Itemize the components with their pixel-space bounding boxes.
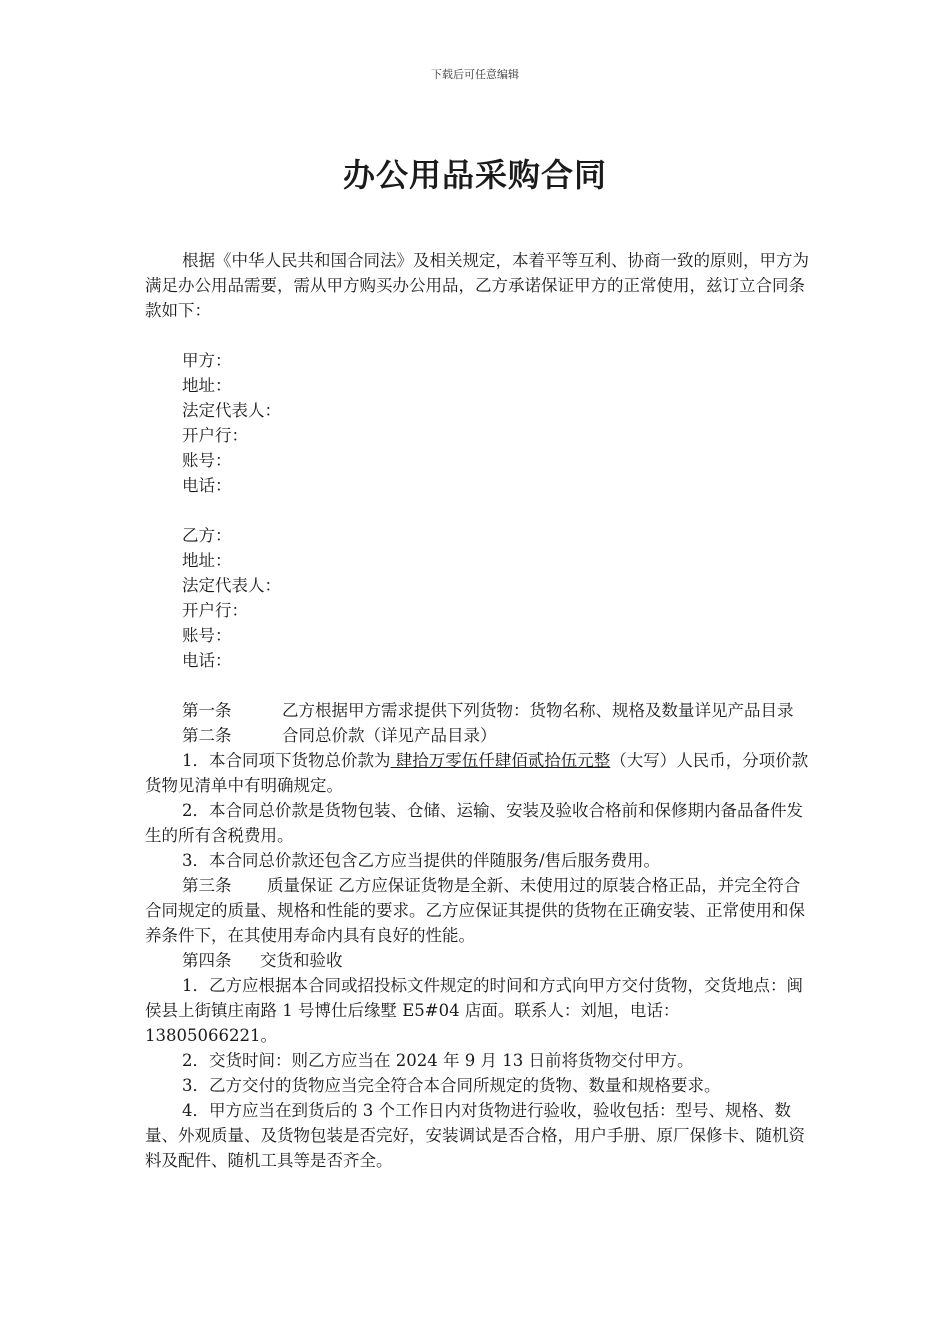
article-4-item-1: 1．乙方应根据本合同或招投标文件规定的时间和方式向甲方交付货物，交货地点：闽侯县上街镇庄南路 1 号博仕后缘墅 E5#04 店面。联系人：刘旭，电话：13805066221。 [145, 976, 803, 1045]
party-b-name: 乙方： [182, 526, 232, 545]
article-4 [145, 948, 810, 973]
article-2-item-2: 2．本合同总价款是货物包装、仓储、运输、安装及验收合格前和保修期内备品备件发生的所有含税费用。 [145, 801, 803, 845]
document-body [145, 248, 810, 1173]
article-3-text: 质量保证 乙方应保证货物是全新、未使用过的原装合格正品，并完全符合合同规定的质量、规格和性能的要求。乙方应保证其提供的货物在正确安装、正常使用和保养条件下，在其使用寿命内具有良好的性能。 [145, 876, 805, 945]
party-a-name: 甲方： [182, 351, 232, 370]
article-1 [145, 698, 810, 723]
article-4-text: 交货和验收 [260, 951, 343, 970]
article-3 [145, 873, 810, 948]
party-a-account: 账号： [182, 451, 232, 470]
party-a-phone: 电话： [182, 476, 232, 495]
contract-amount: 肆拾万零伍仟肆佰贰拾伍元整 [390, 751, 611, 770]
article-4-item-4: 4．甲方应当在到货后的 3 个工作日内对货物进行验收，验收包括：型号、规格、数量、外观质量、及货物包装是否完好，安装调试是否合格，用户手册、原厂保修卡、随机资料及配件、随机工具等是否齐全。 [145, 1101, 805, 1170]
party-b-block [145, 523, 810, 673]
party-b-address: 地址： [182, 551, 232, 570]
party-b-legal-rep: 法定代表人： [182, 576, 281, 595]
header-note: 下载后可任意编辑 [431, 68, 519, 81]
article-4-item-3: 3．乙方交付的货物应当完全符合本合同所规定的货物、数量和规格要求。 [182, 1076, 721, 1095]
document-title: 办公用品采购合同 [342, 156, 607, 194]
party-b-account: 账号： [182, 626, 232, 645]
article-2 [145, 723, 810, 748]
article-2-item-1 [145, 748, 810, 798]
article-2-text: 合同总价款（详见产品目录） [282, 726, 497, 745]
article-2-item-1-pre: 1．本合同项下货物总价款为 [182, 751, 391, 770]
article-1-heading: 第一条 [182, 701, 232, 720]
party-b-phone: 电话： [182, 651, 232, 670]
article-2-heading: 第二条 [182, 726, 232, 745]
party-a-legal-rep: 法定代表人： [182, 401, 281, 420]
party-a-bank: 开户行： [182, 426, 248, 445]
article-1-text: 乙方根据甲方需求提供下列货物：货物名称、规格及数量详见产品目录 [282, 701, 794, 720]
article-3-heading: 第三条 [182, 876, 232, 895]
intro-paragraph: 根据《中华人民共和国合同法》及相关规定，本着平等互利、协商一致的原则，甲方为满足办公用品需要，需从甲方购买办公用品，乙方承诺保证甲方的正常使用，兹订立合同条款如下： [145, 251, 809, 320]
party-a-address: 地址： [182, 376, 232, 395]
article-4-item-2: 2．交货时间：则乙方应当在 2024 年 9 月 13 日前将货物交付甲方。 [182, 1051, 694, 1070]
party-b-bank: 开户行： [182, 601, 248, 620]
article-2-item-3: 3．本合同总价款还包含乙方应当提供的伴随服务/售后服务费用。 [182, 851, 661, 870]
article-2-item-1-post: （大写）人民币，分项价款货物见清单中有明确规定。 [145, 751, 809, 795]
article-4-heading: 第四条 [182, 951, 232, 970]
party-a-block [145, 348, 810, 498]
